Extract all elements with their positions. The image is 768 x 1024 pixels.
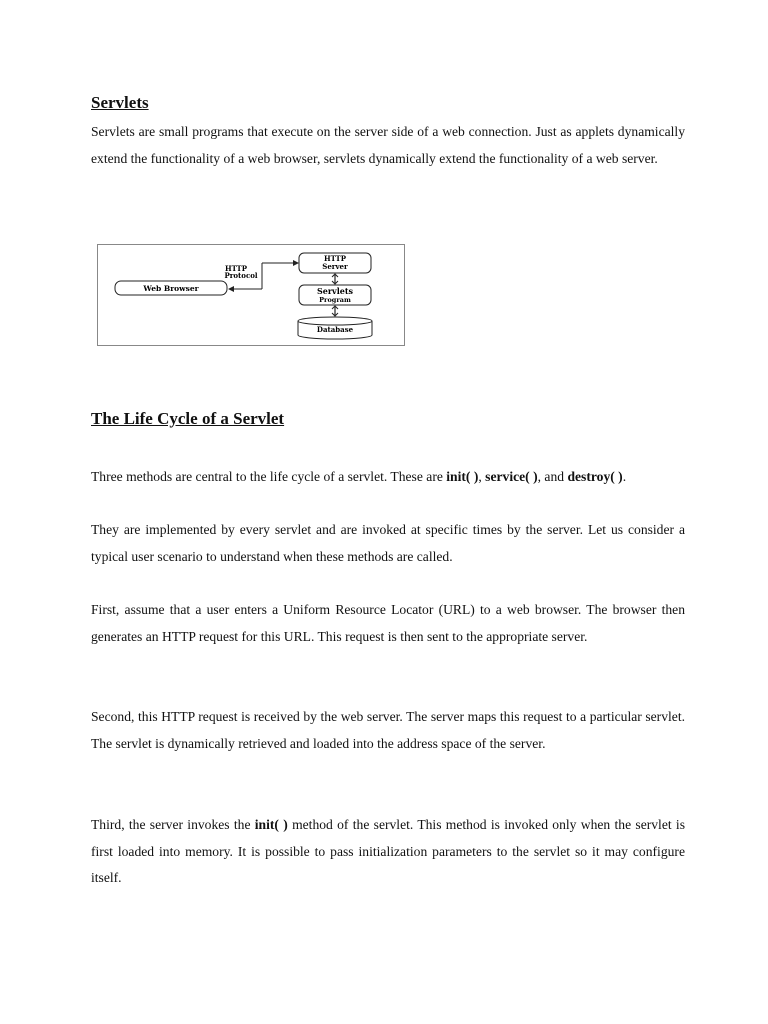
servlets-program-label-2: Program [319,296,351,304]
http-server-label-1: HTTP [323,254,347,263]
init-method-ref: init( ) [254,817,288,832]
http-protocol-label-2: Protocol [224,271,258,280]
life-cycle-paragraph-5: Third, the server invokes the init( ) method of the servlet. This method is invoked only when the servlet is first loaded into memory. It is possible to pass initialization parameters to the servlet so it may configure itself. [91,817,685,885]
servlet-architecture-diagram [97,244,405,346]
web-browser-label: Web Browser [143,284,199,293]
intro-paragraph: Servlets are small programs that execute on the server side of a web connection. Just as applets dynamically extend the functionality of a web browser, servlets dynamically extend the functionality of a web server. [91,124,685,166]
destroy-method: destroy( ) [567,469,623,484]
servlets-program-label-1: Servlets [316,286,354,296]
http-server-label-2: Server [322,262,348,271]
service-method: service( ) [485,469,538,484]
database-label: Database [316,325,354,334]
section-heading-servlets: Servlets [91,93,149,112]
section-heading-life-cycle: The Life Cycle of a Servlet [91,409,285,428]
life-cycle-paragraph-1: Three methods are central to the life cycle of a servlet. These are init( ), service( ), and destroy( ). [91,469,627,484]
life-cycle-paragraph-2: They are implemented by every servlet and are invoked at specific times by the server. Let us consider a typical user scenario to understand when these methods are called. [91,522,685,564]
life-cycle-paragraph-4: Second, this HTTP request is received by the web server. The server maps this request to a particular servlet. The servlet is dynamically retrieved and loaded into the address space of the server. [91,709,685,751]
life-cycle-paragraph-3: First, assume that a user enters a Uniform Resource Locator (URL) to a web browser. The browser then generates an HTTP request for this URL. This request is then sent to the appropriate server. [91,602,685,644]
http-protocol-label-1: HTTP [224,264,248,273]
init-method: init( ) [446,469,479,484]
